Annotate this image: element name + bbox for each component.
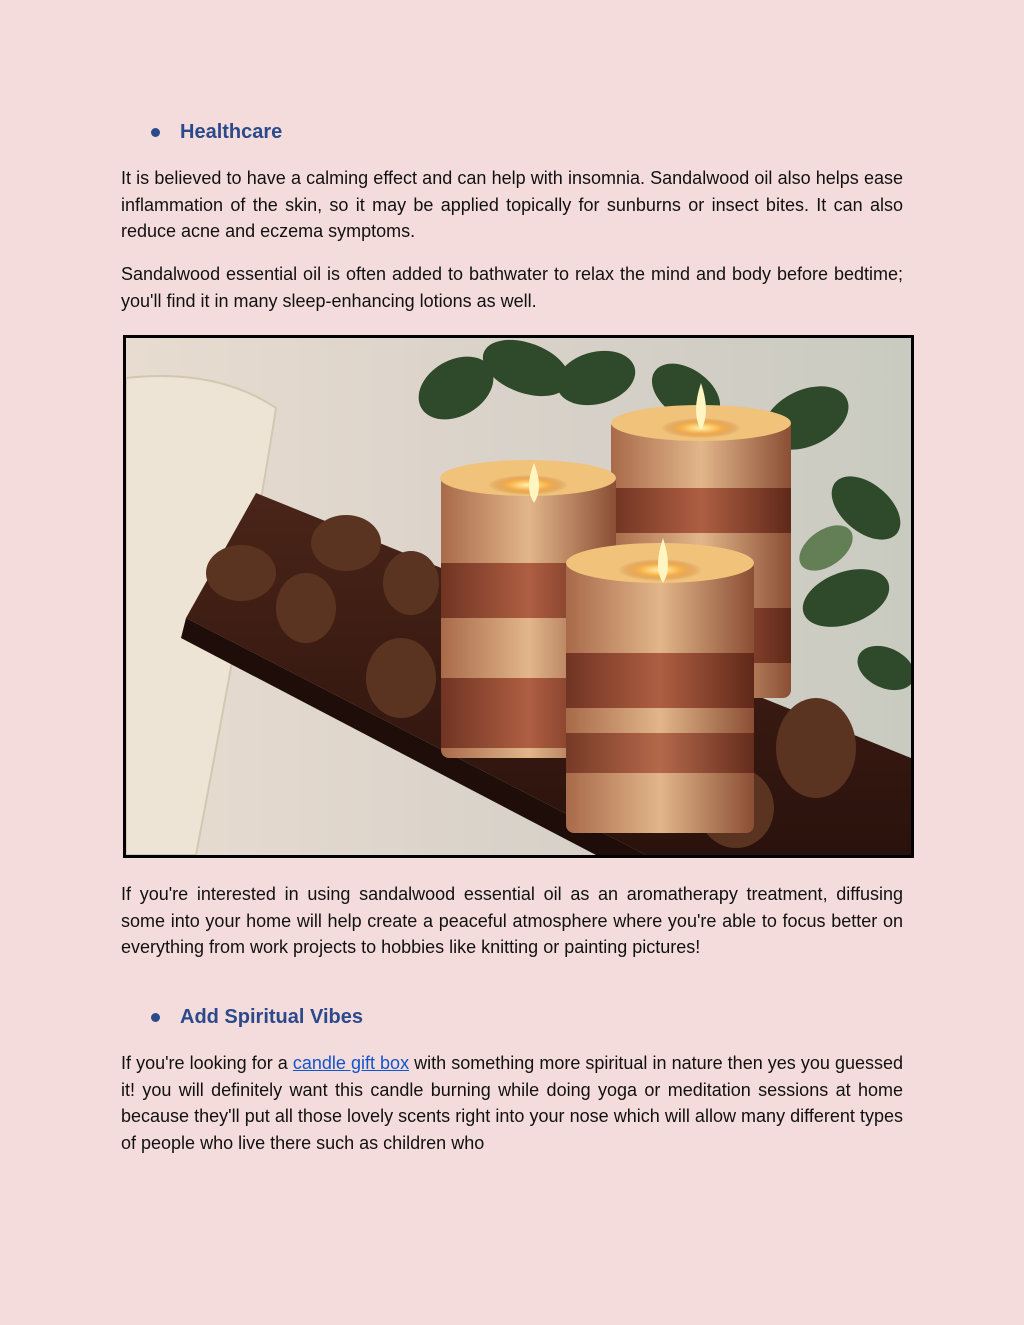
healthcare-heading-text: Healthcare bbox=[180, 121, 283, 143]
spiritual-heading-text: Add Spiritual Vibes bbox=[180, 1006, 363, 1028]
healthcare-paragraph-2: Sandalwood essential oil is often added to bathwater to relax the mind and body before bedtime; you'll find it in many sleep-enhancing lotions as well. bbox=[121, 264, 903, 311]
aromatherapy-paragraph: If you're interested in using sandalwood essential oil as an aromatherapy treatment, diffusing some into your home will help create a peaceful atmosphere where you're able to focus better on everything from work projects to hobbies like knitting or painting pictures! bbox=[121, 884, 903, 957]
spiritual-paragraph bbox=[121, 1050, 903, 1156]
spiritual-text-end: with something more spiritual in nature then yes you guessed it! you will definitely want this candle burning while doing yoga or meditation sessions at home because they'll put all those lovely scents right into your nose which will allow many different types of people who live there such as children who bbox=[121, 1053, 903, 1153]
bullet-icon bbox=[151, 128, 160, 137]
candles-photo bbox=[123, 335, 914, 858]
bullet-icon bbox=[151, 1013, 160, 1022]
spiritual-text-start: If you're looking for a bbox=[121, 1053, 293, 1073]
healthcare-heading bbox=[151, 121, 282, 144]
candle-front bbox=[566, 538, 754, 833]
candle-gift-box-link[interactable]: candle gift box bbox=[292, 1053, 410, 1073]
spiritual-heading bbox=[151, 1006, 363, 1029]
healthcare-paragraph-1: It is believed to have a calming effect and can help with insomnia. Sandalwood oil also helps ease inflammation of the skin, so it may be applied topically for sunburns or insect bites. It can also reduce acne and eczema symptoms. bbox=[121, 168, 903, 241]
